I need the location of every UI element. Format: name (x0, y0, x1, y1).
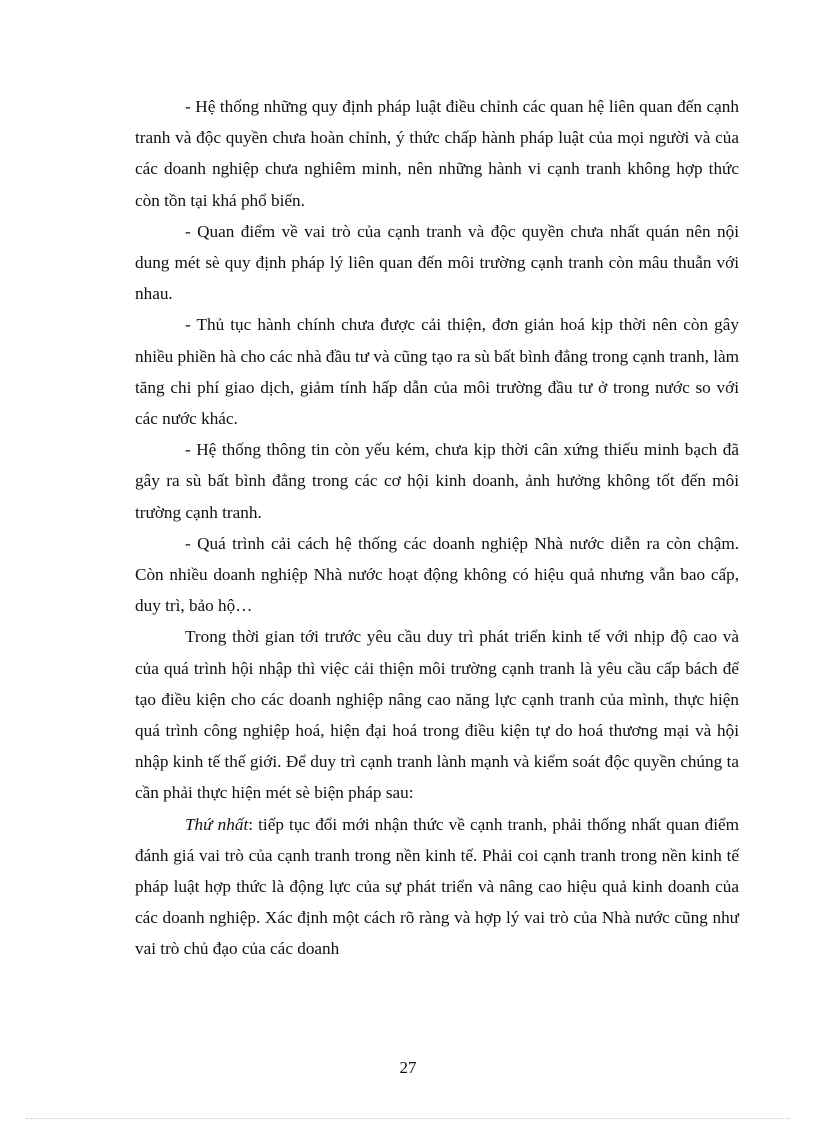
paragraph-information-system (135, 434, 739, 528)
paragraph-administrative-procedures (135, 309, 739, 434)
paragraph-legal-system (135, 91, 739, 216)
paragraph-text: Trong thời gian tới trước yêu cầu duy trì phát triển kinh tế với nhịp độ cao và của quá trình hội nhập thì việc cải thiện môi trường cạnh tranh là yêu cầu cấp bách để tạo điều kiện cho các doanh nghiệp nâng cao năng lực cạnh tranh của mình, thực hiện quá trình công nghiệp hoá, hiện đại hoá trong điều kiện tự do hoá thương mại và hội nhập kinh tế thế giới. Để duy trì cạnh tranh lành mạnh và kiểm soát độc quyền chúng ta cần phải thực hiện mét sè biện pháp sau: (135, 627, 739, 803)
paragraph-enterprise-reform (135, 528, 739, 622)
paragraph-first-measure (135, 809, 739, 965)
italic-lead: Thứ nhất (185, 814, 249, 834)
paragraph-viewpoint (135, 216, 739, 310)
footer-divider (26, 1118, 790, 1119)
paragraph-text: - Quá trình cải cách hệ thống các doanh nghiệp Nhà nước diễn ra còn chậm. Còn nhiều doanh nghiệp Nhà nước hoạt động không có hiệu quả nhưng vẫn bao cấp, duy trì, bảo hộ… (135, 533, 739, 616)
paragraph-text: : tiếp tục đổi mới nhận thức về cạnh tranh, phải thống nhất quan điểm đánh giá vai trò của cạnh tranh trong nền kinh tế. Phải coi cạnh tranh trong nền kinh tế pháp luật hợp thức là động lực của sự phát triển và nâng cao hiệu quả kinh doanh của các doanh nghiệp. Xác định một cách rõ ràng và hợp lý vai trò của Nhà nước cũng như vai trò chủ đạo của các doanh (135, 814, 739, 959)
page-number: 27 (399, 1058, 417, 1077)
body-text (135, 91, 739, 965)
paragraph-text: - Hệ thống những quy định pháp luật điều chỉnh các quan hệ liên quan đến cạnh tranh và độc quyền chưa hoàn chỉnh, ý thức chấp hành pháp luật của mọi người và của các doanh nghiệp chưa nghiêm minh, nên những hành vi cạnh tranh không hợp thức còn tồn tại khá phổ biến. (135, 97, 739, 210)
paragraph-text: - Hệ thống thông tin còn yếu kém, chưa kịp thời cân xứng thiếu minh bạch đã gây ra sù bất bình đẳng trong các cơ hội kinh doanh, ảnh hưởng không tốt đến môi trường cạnh tranh. (135, 440, 739, 522)
paragraph-text: - Thủ tục hành chính chưa được cải thiện, đơn giản hoá kịp thời nên còn gây nhiều phiền hà cho các nhà đầu tư và cũng tạo ra sù bất bình đẳng trong cạnh tranh, làm tăng chi phí giao dịch, giảm tính hấp dẫn của môi trường đầu tư ở trong nước so với các nước khác. (135, 315, 739, 429)
paragraph-text: - Quan điểm về vai trò của cạnh tranh và độc quyền chưa nhất quán nên nội dung mét sè quy định pháp lý liên quan đến môi trường cạnh tranh còn mâu thuẫn với nhau. (135, 221, 739, 304)
paragraph-upcoming-period (135, 621, 739, 808)
